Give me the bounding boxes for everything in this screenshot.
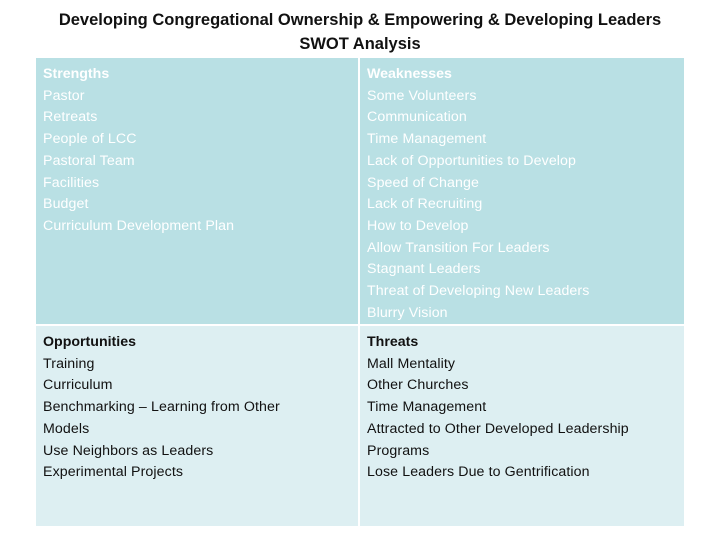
title-line-2: SWOT Analysis [299, 35, 421, 53]
strengths-item: Budget [43, 196, 89, 213]
strengths-item: Pastoral Team [43, 152, 135, 169]
opportunities-item: Use Neighbors as Leaders [43, 442, 214, 459]
threats-item: Attracted to Other Developed Leadership [367, 420, 629, 437]
opportunities-item: Benchmarking – Learning from Other [43, 399, 280, 416]
weaknesses-item: Lack of Opportunities to Develop [367, 152, 577, 169]
threats-item: Lose Leaders Due to Gentrification [367, 464, 590, 481]
threats-heading: Threats [367, 334, 419, 350]
weaknesses-heading: Weaknesses [367, 66, 452, 82]
threats-item: Time Management [367, 399, 487, 416]
opportunities-item: Curriculum [43, 377, 113, 394]
strengths-item: Retreats [43, 109, 98, 126]
opportunities-item: Models [43, 420, 90, 437]
opportunities-item: Training [43, 355, 95, 372]
page-title [0, 8, 720, 56]
swot-table [36, 58, 684, 526]
weaknesses-item: Blurry Vision [367, 304, 448, 321]
weaknesses-item: Lack of Recruiting [367, 196, 483, 213]
opportunities-heading: Opportunities [43, 334, 137, 350]
weaknesses-item: Allow Transition For Leaders [367, 239, 550, 256]
weaknesses-item: How to Develop [367, 217, 469, 234]
threats-item: Other Churches [367, 377, 469, 394]
weaknesses-item: Some Volunteers [367, 87, 477, 104]
weaknesses-item: Threat of Developing New Leaders [367, 283, 590, 300]
weaknesses-item: Speed of Change [367, 174, 479, 191]
strengths-item: Facilities [43, 174, 100, 191]
strengths-item: Curriculum Development Plan [43, 217, 235, 234]
strengths-item: Pastor [43, 87, 85, 104]
opportunities-cell [36, 326, 358, 526]
strengths-item: People of LCC [43, 131, 137, 148]
weaknesses-item: Time Management [367, 131, 487, 148]
threats-item: Mall Mentality [367, 355, 456, 372]
strengths-heading: Strengths [43, 66, 110, 82]
opportunities-item: Experimental Projects [43, 464, 184, 481]
threats-cell [360, 326, 684, 526]
weaknesses-cell [360, 58, 684, 324]
weaknesses-item: Stagnant Leaders [367, 261, 481, 278]
weaknesses-item: Communication [367, 109, 467, 126]
title-line-1: Developing Congregational Ownership & Empowering & Developing Leaders [58, 11, 662, 29]
threats-item: Programs [367, 442, 430, 459]
strengths-cell [36, 58, 358, 324]
